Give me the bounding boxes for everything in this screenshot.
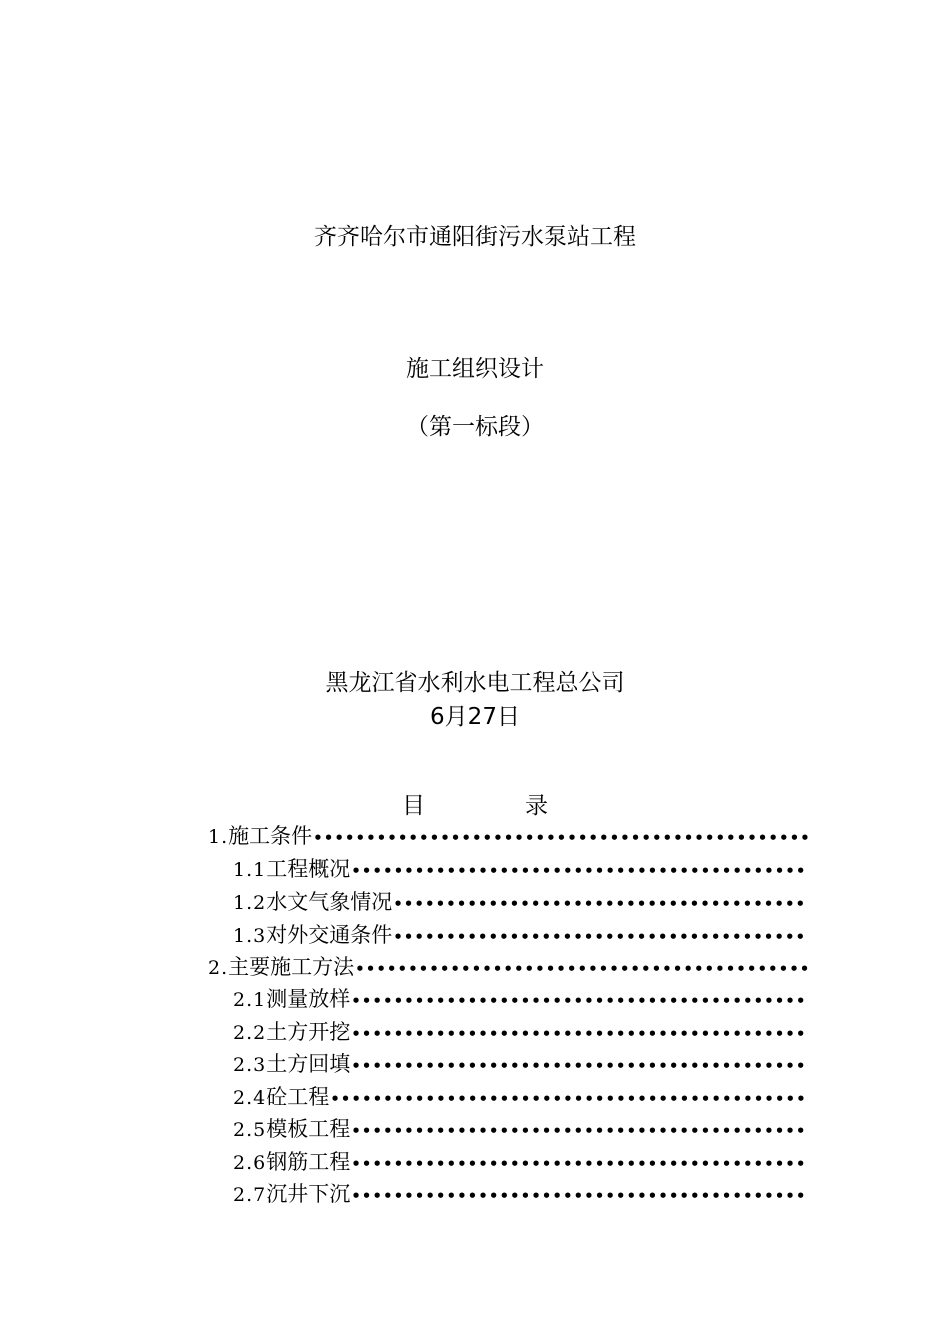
- toc-dot-leader: [393, 928, 804, 946]
- toc-item[interactable]: [233, 886, 804, 918]
- toc-item-number: 2.2: [233, 1022, 267, 1044]
- toc-dot-leader: [351, 1057, 804, 1075]
- toc-dot-leader: [351, 1155, 804, 1173]
- toc-dot-leader: [313, 829, 812, 847]
- toc-dot-leader: [355, 960, 812, 978]
- toc-item[interactable]: [233, 919, 804, 951]
- toc-item-number: 2.1: [233, 989, 267, 1011]
- toc-item-label: 对外交通条件: [266, 923, 393, 947]
- toc-heading: [0, 787, 950, 820]
- company-name: 黑龙江省水利水电工程总公司: [325, 670, 625, 696]
- toc-dot-leader: [393, 895, 804, 913]
- toc-item-label: 沉井下沉: [266, 1182, 351, 1206]
- toc-dot-leader: [351, 992, 804, 1010]
- toc-item-label: 施工条件: [228, 824, 313, 848]
- document-title: 施工组织设计: [406, 356, 544, 382]
- toc-item-number: 1.: [208, 826, 229, 848]
- toc-item[interactable]: [233, 1048, 804, 1080]
- toc-item[interactable]: [233, 1016, 804, 1048]
- toc-item[interactable]: [208, 951, 812, 983]
- toc-item-number: 2.5: [233, 1119, 267, 1141]
- toc-item-number: 1.1: [233, 859, 267, 881]
- toc-item[interactable]: [233, 1113, 804, 1145]
- project-title: 齐齐哈尔市通阳街污水泵站工程: [314, 224, 636, 250]
- toc-item[interactable]: [233, 1178, 804, 1210]
- toc-item-number: 1.3: [233, 925, 267, 947]
- toc-item[interactable]: [233, 983, 804, 1015]
- toc-item-number: 2.7: [233, 1184, 267, 1206]
- toc-dot-leader: [351, 1122, 804, 1140]
- toc-item-number: 2.: [208, 957, 229, 979]
- toc-heading-right: 录: [525, 793, 548, 819]
- toc-heading-left: 目: [402, 793, 425, 819]
- toc-item-label: 土方回填: [266, 1052, 351, 1076]
- toc-item-label: 砼工程: [266, 1085, 330, 1109]
- toc-item[interactable]: [208, 820, 812, 852]
- toc-item-number: 2.4: [233, 1087, 267, 1109]
- toc-item-label: 土方开挖: [266, 1020, 351, 1044]
- toc-dot-leader: [351, 1025, 804, 1043]
- toc-item-label: 钢筋工程: [266, 1150, 351, 1174]
- toc-item-number: 1.2: [233, 892, 267, 914]
- toc-dot-leader: [351, 862, 804, 880]
- toc-item-label: 模板工程: [266, 1117, 351, 1141]
- toc-item-label: 工程概况: [266, 857, 351, 881]
- toc-item-label: 主要施工方法: [228, 955, 355, 979]
- toc-item-label: 测量放样: [266, 987, 351, 1011]
- toc-item-number: 2.6: [233, 1152, 267, 1174]
- toc-item[interactable]: [233, 853, 804, 885]
- document-date: 6月27日: [430, 704, 520, 730]
- document-subtitle: （第一标段）: [406, 414, 544, 440]
- toc-item[interactable]: [233, 1146, 804, 1178]
- toc-dot-leader: [351, 1187, 804, 1205]
- toc-item-number: 2.3: [233, 1054, 267, 1076]
- toc-item-label: 水文气象情况: [266, 890, 393, 914]
- toc-item[interactable]: [233, 1081, 804, 1113]
- toc-dot-leader: [330, 1090, 804, 1108]
